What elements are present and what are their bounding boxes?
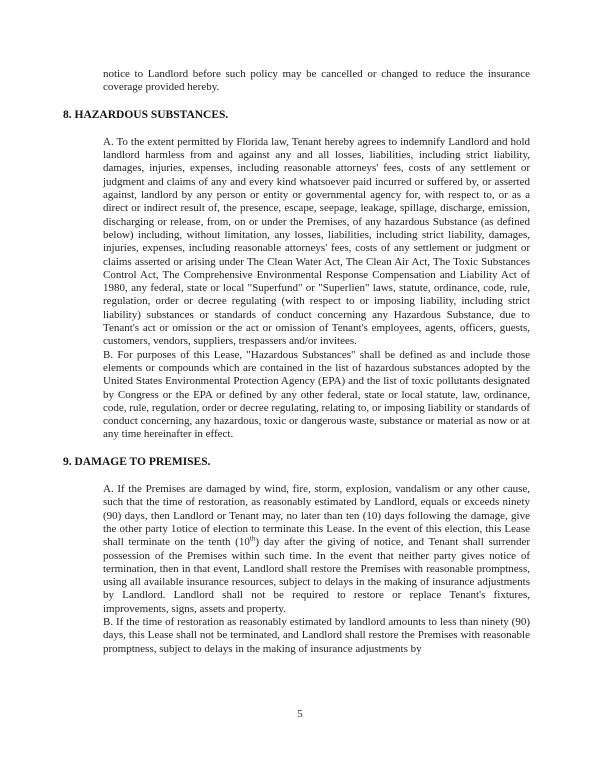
section-8-paragraph-b: B. For purposes of this Lease, "Hazardous Substances" shall be defined as and include those elements or compounds which are contained in the list of hazardous substances adopted by the United States Environmental Protection Agency (EPA) and the list of toxic pollutants designated by Congress or the EPA or defined by any other federal, state or local statute, law, ordinance, code, rule, regulation, order or decree regulating, relating to, or imposing liability or standards of conduct concerning, any hazardous, toxic or dangerous waste, substance or material as now or at any time hereinafter in effect.: [103, 348, 530, 441]
section-9-paragraph-a-text: A. If the Premises are damaged by wind, fire, storm, explosion, vandalism or any other cause, such that the time of restoration, as reasonably estimated by Landlord, equals or exceeds ninety (90) days, then Landlord or Tenant may, no later than ten (10) days following the damage, give the other party 1otice of election to terminate this Lease. In the event of this election, this Lease shall terminate on the tenth (10: [103, 483, 530, 549]
page-footer: [0, 708, 600, 720]
section-8-heading: 8. HAZARDOUS SUBSTANCES.: [63, 108, 229, 121]
intro-continuation-paragraph: notice to Landlord before such policy may be cancelled or changed to reduce the insurance coverage provided hereby.: [103, 68, 530, 94]
page-number: 5: [297, 708, 303, 720]
section-9-heading: 9. DAMAGE TO PREMISES.: [63, 455, 211, 468]
section-9-paragraph-a: [103, 483, 530, 616]
section-9-paragraph-a-text-continued: ) day after the giving of notice, and Tenant shall surrender possession of the Premises within such time. In the event that neither party gives notice of termination, then in that event, Landlord shall restore the Premises with reasonable promptness, using all available insurance resources, subject to delays in the making of insurance adjustments by Landlord. Landlord shall not be required to restore or replace Tenant's fixtures, improvements, signs, assets and property.: [103, 536, 530, 615]
section-9-paragraph-b: B. If the time of restoration as reasonably estimated by landlord amounts to less than ninety (90) days, this Lease shall not be terminated, and Landlord shall restore the Premises with reasonable promptness, subject to delays in the making of insurance adjustments by: [103, 615, 530, 655]
section-8-paragraph-a: A. To the extent permitted by Florida law, Tenant hereby agrees to indemnify Landlord and hold landlord harmless from and against any and all losses, liabilities, including strict liability, damages, injuries, expenses, including reasonable attorneys' fees, costs of any settlement or judgment and claims of any and every kind whatsoever paid incurred or suffered by, or asserted against, landlord by any person or entity or governmental agency for, with respect to, or as a direct or indirect result of, the presence, escape, seepage, leakage, spillage, discharge, emission, discharging or release, from, on or under the Premises, of any hazardous Substance (as defined below) including, without limitation, any losses, liabilities, including strict liability, damages, injuries, expenses, including reasonable attorneys' fees, costs of any settlement or judgment or claims asserted or arising under The Clean Water Act, The Clean Air Act, The Toxic Substances Control Act, The Comprehensive Environmental Response Compensation and Liability Act of 1980, any federal, state or local "Superfund" or "Superlien" laws, statute, ordinance, code, rule, regulation, order or decree regulating (with respect to or imposing liability, including strict liability) substances or standards of conduct concerning any Hazardous Substance, due to Tenant's act or omission or the act or omission of Tenant's employees, agents, officers, guests, customers, vendors, suppliers, trespassers and/or invitees.: [103, 135, 530, 348]
document-content: [63, 68, 530, 656]
ordinal-superscript: th: [249, 534, 256, 543]
